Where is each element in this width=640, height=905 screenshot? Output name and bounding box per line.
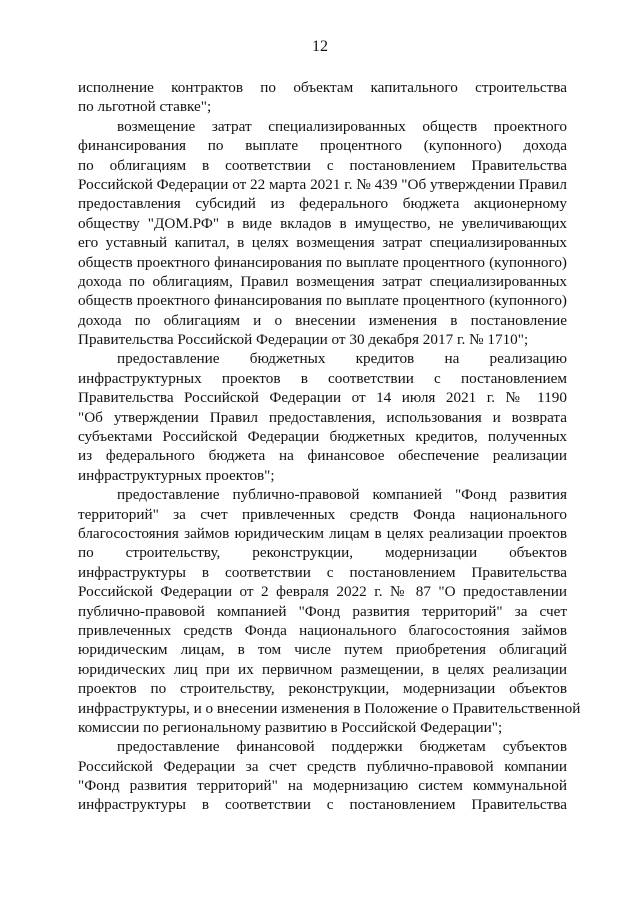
text-line: его уставный капитал, в целях возмещения затрат специализированных xyxy=(78,234,567,252)
text-line: обществу "ДОМ.РФ" в виде вкладов в имущество, не увеличивающих xyxy=(78,214,567,232)
text-line: привлеченных средств Фонда национального благосостояния займов xyxy=(78,621,567,639)
text-line: инфраструктуры в соответствии с постановлением Правительства xyxy=(78,796,567,814)
text-line: дохода по облигациям, Правил возмещения затрат специализированных xyxy=(78,272,567,290)
text-line: предоставление бюджетных кредитов на реализацию xyxy=(117,350,567,368)
text-line: проектов по строительству, реконструкции, модернизации объектов xyxy=(78,680,567,698)
text-line: юридическим лицам, в том числе путем приобретения облигаций xyxy=(78,641,567,659)
paragraph xyxy=(78,78,567,117)
text-line: обществ проектного финансирования по выплате процентного (купонного) xyxy=(78,292,567,310)
text-line: субъектами Российской Федерации бюджетных кредитов, полученных xyxy=(78,428,567,446)
text-line: инфраструктурных проектов в соответствии с постановлением xyxy=(78,369,567,387)
text-line: по льготной ставке"; xyxy=(78,98,212,116)
text-line: Правительства Российской Федерации от 14 июля 2021 г. № 1190 xyxy=(78,389,567,407)
paragraph xyxy=(78,349,567,485)
text-line: предоставление публично-правовой компанией "Фонд развития xyxy=(117,486,567,504)
text-line: по облигациям в соответствии с постановлением Правительства xyxy=(78,156,567,174)
text-line: публично-правовой компанией "Фонд развития территорий" за счет xyxy=(78,602,567,620)
text-line: благосостояния займов юридическим лицам в целях реализации проектов xyxy=(78,524,567,542)
paragraph xyxy=(78,117,567,350)
text-line: финансирования по выплате процентного (купонного) дохода xyxy=(78,137,567,155)
text-line: Правительства Российской Федерации от 30 декабря 2017 г. № 1710"; xyxy=(78,331,529,349)
text-line: "Об утверждении Правил предоставления, использования и возврата xyxy=(78,408,567,426)
paragraph xyxy=(78,737,567,815)
paragraph xyxy=(78,485,581,737)
text-line: обществ проектного финансирования по выплате процентного (купонного) xyxy=(78,253,567,271)
text-line: территорий" за счет привлеченных средств Фонда национального xyxy=(78,505,567,523)
text-line: из федерального бюджета на финансовое обеспечение реализации xyxy=(78,447,567,465)
text-line: инфраструктурных проектов"; xyxy=(78,466,275,484)
text-line: юридических лиц при их первичном размещении, в целях реализации xyxy=(78,660,567,678)
text-line: исполнение контрактов по объектам капитального строительства xyxy=(78,79,567,96)
text-line: предоставления субсидий из федерального бюджета акционерному xyxy=(78,195,567,213)
text-line: инфраструктуры в соответствии с постановлением Правительства xyxy=(78,563,567,581)
text-line: предоставление финансовой поддержки бюджетам субъектов xyxy=(117,738,567,756)
text-line: инфраструктуры, и о внесении изменения в Положение о Правительственной xyxy=(78,699,581,717)
text-line: дохода по облигациям и о внесении изменения в постановление xyxy=(78,311,567,329)
text-line: "Фонд развития территорий" на модернизацию систем коммунальной xyxy=(78,777,567,795)
text-line: комиссии по региональному развитию в Российской Федерации"; xyxy=(78,718,503,736)
page-number: 12 xyxy=(312,38,328,55)
text-line: Российской Федерации от 2 февраля 2022 г. № 87 "О предоставлении xyxy=(78,583,567,601)
text-line: по строительству, реконструкции, модернизации объектов xyxy=(78,544,567,562)
text-line: возмещение затрат специализированных обществ проектного xyxy=(117,117,567,135)
document-body xyxy=(78,78,581,815)
text-line: Российской Федерации от 22 марта 2021 г. № 439 "Об утверждении Правил xyxy=(78,175,567,193)
text-line: Российской Федерации за счет средств публично-правовой компании xyxy=(78,757,567,775)
